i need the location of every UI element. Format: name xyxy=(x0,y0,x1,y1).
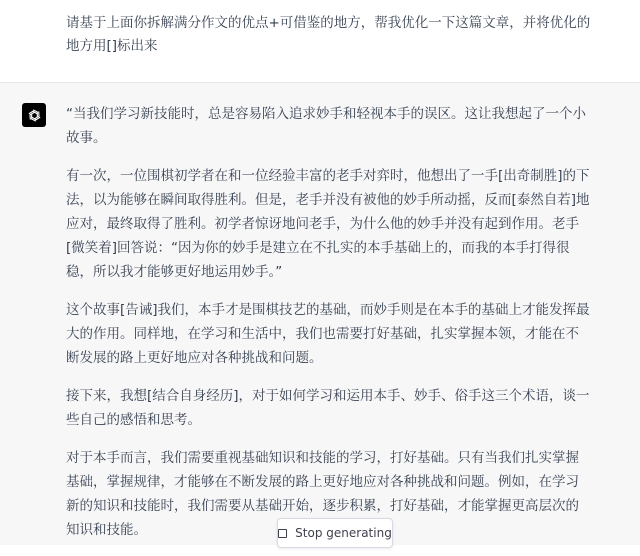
chatgpt-logo-icon xyxy=(22,103,46,127)
user-message xyxy=(0,0,640,83)
assistant-message xyxy=(0,83,640,545)
stop-generating-label: Stop generating xyxy=(295,526,392,540)
answer-paragraph: “当我们学习新技能时，总是容易陷入追求妙手和轻视本手的误区。这让我想起了一个小故事。 xyxy=(66,106,586,146)
answer-paragraph: 接下来，我想[结合自身经历]，对于如何学习和运用本手、妙手、俗手这三个术语，谈一些自己的感悟和思考。 xyxy=(66,388,590,428)
answer-paragraph: 有一次，一位围棋初学者在和一位经验丰富的老手对弈时，他想出了一手[出奇制胜]的下法，以为能够在瞬间取得胜利。但是，老手并没有被他的妙手所动摇，反而[泰然自若]地应对，最终取得了胜利。初学者惊讶地问老手，为什么他的妙手并没有起到作用。老手[微笑着]回答说：“因为你的妙手是建立在不扎实的本手基础上的，而我的本手打得很稳，所以我才能够更好地运用妙手。” xyxy=(66,168,590,280)
user-message-text: 请基于上面你拆解满分作文的优点+可借鉴的地方，帮我优化一下这篇文章，并将优化的地方用[]标出来 xyxy=(66,15,591,54)
stop-square-icon xyxy=(278,529,287,538)
assistant-message-text xyxy=(66,102,592,556)
answer-paragraph: 这个故事[告诫]我们，本手才是围棋技艺的基础，而妙手则是在本手的基础上才能发挥最大的作用。同样地，在学习和生活中，我们也需要打好基础，扎实掌握本领，才能在不断发展的路上更好地应对各种挑战和问题。 xyxy=(66,302,590,366)
stop-generating-button[interactable] xyxy=(277,518,393,548)
answer-paragraph: 对于本手而言，我们需要重视基础知识和技能的学习，打好基础。只有当我们扎实掌握基础，掌握规律，才能够在不断发展的路上更好地应对各种挑战和问题。例如，在学习新的知识和技能时，我们需要从基础开始，逐步积累，打好基础，才能掌握更高层次的知识和技能。 xyxy=(66,450,579,538)
